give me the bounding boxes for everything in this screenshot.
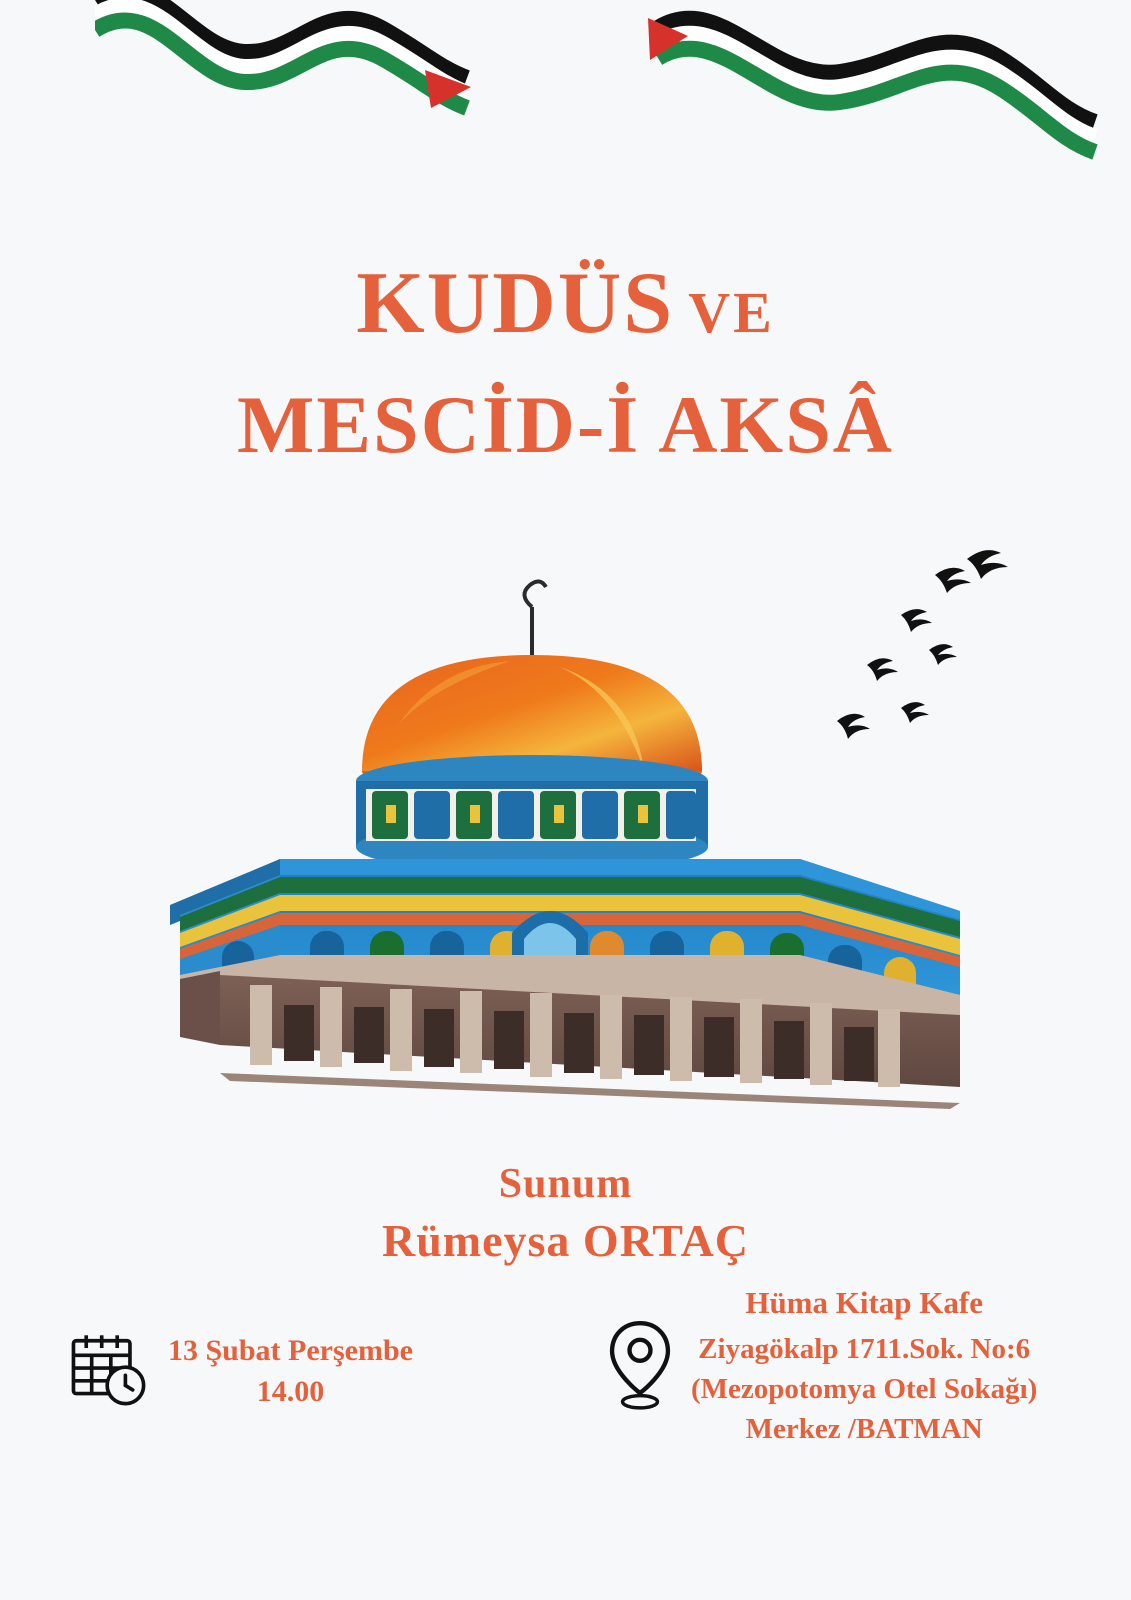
title-line-1 bbox=[0, 255, 1131, 352]
location-pin-icon bbox=[605, 1318, 675, 1419]
title-line-2: MESCİD-İ AKSÂ bbox=[236, 379, 895, 471]
venue-name: Hüma Kitap Kafe bbox=[745, 1285, 983, 1320]
palestinian-flag-ribbon-icon bbox=[95, 0, 475, 160]
presenter-block bbox=[0, 1160, 1131, 1267]
calendar-clock-icon bbox=[68, 1328, 150, 1415]
venue-address-line-2: (Mezopotomya Otel Sokağı) bbox=[691, 1372, 1038, 1405]
presenter-name: Rümeysa ORTAÇ bbox=[381, 1215, 750, 1266]
event-date: 13 Şubat Perşembe bbox=[168, 1334, 413, 1367]
dome-of-the-rock-illustration bbox=[160, 575, 970, 1115]
event-date-text bbox=[168, 1331, 413, 1412]
title-conjunction: VE bbox=[688, 280, 775, 345]
event-footer bbox=[0, 1285, 1131, 1520]
event-venue-text bbox=[691, 1282, 1037, 1449]
title-main-word: KUDÜS bbox=[356, 255, 675, 352]
poster-title bbox=[0, 255, 1131, 471]
presenter-label: Sunum bbox=[498, 1161, 633, 1207]
event-date-group bbox=[68, 1328, 413, 1415]
venue-address-line-1: Ziyagökalp 1711.Sok. No:6 bbox=[698, 1332, 1031, 1365]
event-time: 14.00 bbox=[256, 1374, 325, 1408]
venue-address-line-3: Merkez /BATMAN bbox=[745, 1412, 983, 1445]
palestinian-flag-ribbon-icon bbox=[640, 10, 1100, 175]
event-venue-group bbox=[605, 1282, 1037, 1449]
